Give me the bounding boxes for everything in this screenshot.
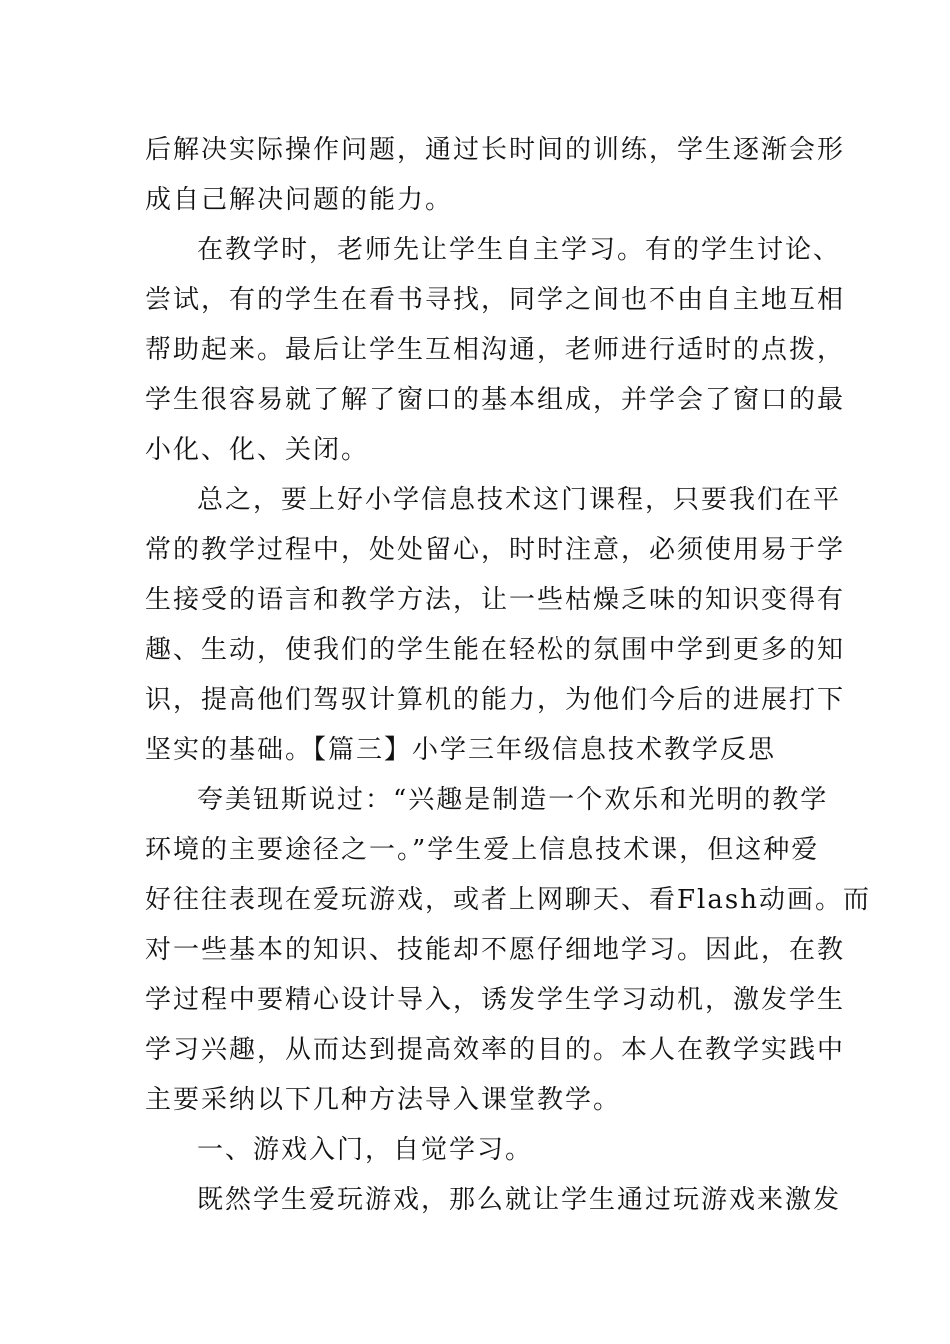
paragraph-first-line: 在教学时，老师先让学生自主学习。有的学生讨论、: [197, 235, 842, 265]
text-line: 常的教学过程中，处处留心，时时注意，必须使用易于学: [145, 535, 846, 565]
text-line: 成自己解决问题的能力。: [145, 185, 454, 215]
text-line: 对一些基本的知识、技能却不愿仔细地学习。因此，在教: [145, 935, 846, 965]
text-line: 尝试，有的学生在看书寻找，同学之间也不由自主地互相: [145, 285, 846, 315]
paragraph-first-line: 既然学生爱玩游戏，那么就让学生通过玩游戏来激发: [197, 1185, 842, 1215]
paragraph-first-line: 夸美钮斯说过：“兴趣是制造一个欢乐和光明的教学: [197, 785, 829, 815]
text-line: 小化、化、关闭。: [145, 435, 370, 465]
text-line: 生接受的语言和教学方法，让一些枯燥乏味的知识变得有: [145, 585, 846, 615]
text-line: 学生很容易就了解了窗口的基本组成，并学会了窗口的最: [145, 385, 846, 415]
text-line: 学习兴趣，从而达到提高效率的目的。本人在教学实践中: [145, 1035, 846, 1065]
text-line: 识，提高他们驾驭计算机的能力，为他们今后的进展打下: [145, 685, 846, 715]
text-line: 好往往表现在爱玩游戏，或者上网聊天、看Flash动画。而: [145, 885, 871, 915]
section-heading: 一、游戏入门，自觉学习。: [197, 1135, 534, 1165]
text-line: 坚实的基础。【篇三】小学三年级信息技术教学反思: [145, 735, 777, 765]
text-line: 后解决实际操作问题，通过长时间的训练，学生逐渐会形: [145, 135, 846, 165]
text-line: 帮助起来。最后让学生互相沟通，老师进行适时的点拨，: [145, 335, 846, 365]
paragraph-first-line: 总之，要上好小学信息技术这门课程，只要我们在平: [197, 485, 842, 515]
text-line: 主要采纳以下几种方法导入课堂教学。: [145, 1085, 622, 1115]
text-line: 学过程中要精心设计导入，诱发学生学习动机，激发学生: [145, 985, 846, 1015]
text-line: 环境的主要途径之一。”学生爱上信息技术课，但这种爱: [145, 835, 820, 865]
text-line: 趣、生动，使我们的学生能在轻松的氛围中学到更多的知: [145, 635, 846, 665]
